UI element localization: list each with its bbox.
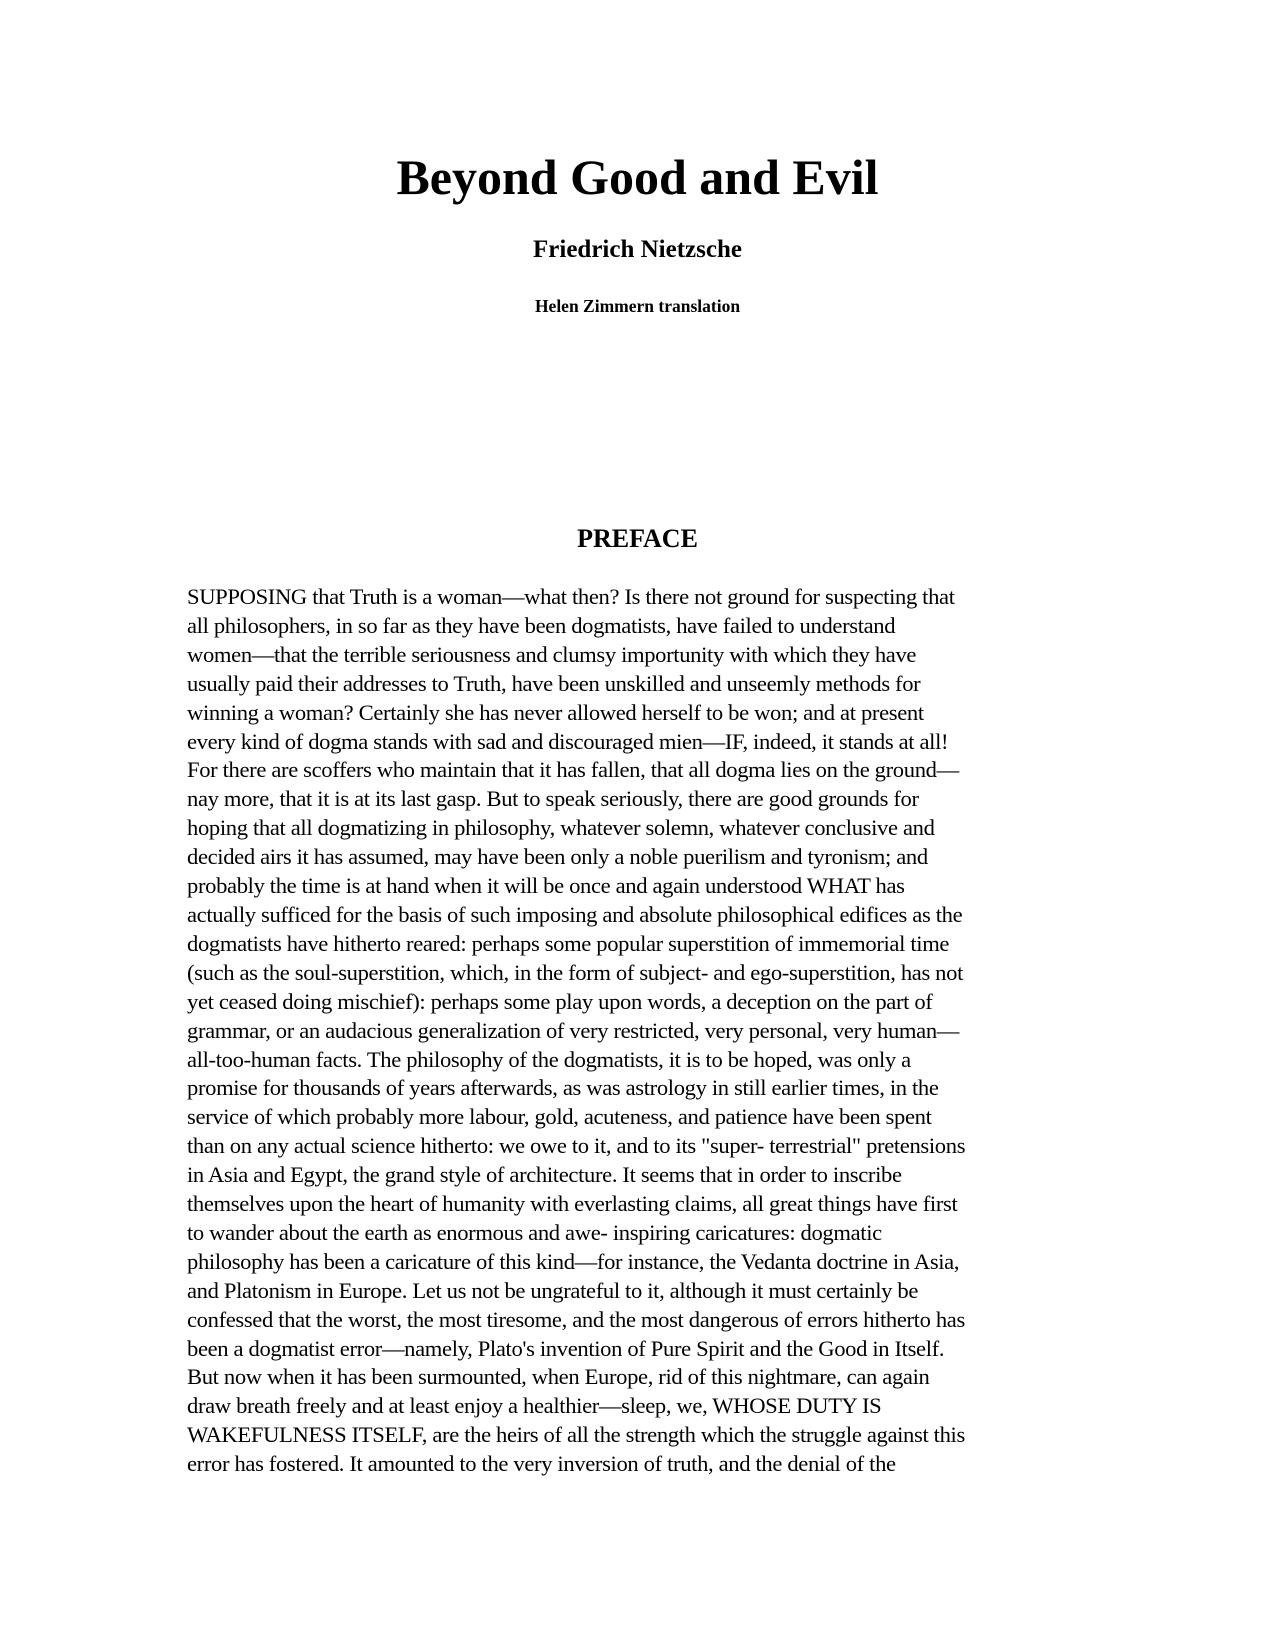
text-line: women—that the terrible seriousness and clumsy importunity with which they have (187, 641, 917, 667)
preface-heading: PREFACE (577, 524, 698, 553)
author-name: Friedrich Nietzsche (533, 236, 742, 263)
text-line: all philosophers, in so far as they have been dogmatists, have failed to understand (187, 612, 896, 638)
text-line: decided airs it has assumed, may have been only a noble puerilism and tyronism; and (187, 844, 928, 870)
text-line: themselves upon the heart of humanity with everlasting claims, all great things have first (187, 1191, 958, 1217)
text-line: grammar, or an audacious generalization of very restricted, very personal, very human— (187, 1017, 960, 1043)
text-line: usually paid their addresses to Truth, have been unskilled and unseemly methods for (187, 670, 921, 696)
text-line: been a dogmatist error—namely, Plato's invention of Pure Spirit and the Good in Itself. (187, 1335, 945, 1361)
text-line: draw breath freely and at least enjoy a healthier—sleep, we, WHOSE DUTY IS (187, 1393, 882, 1419)
text-line: yet ceased doing mischief): perhaps some play upon words, a deception on the part of (187, 988, 933, 1014)
text-line: dogmatists have hitherto reared: perhaps some popular superstition of immemorial time (187, 930, 950, 956)
text-line: than on any actual science hitherto: we owe to it, and to its "super- terrestrial" pretensions (187, 1133, 966, 1159)
text-line: WAKEFULNESS ITSELF, are the heirs of all the strength which the struggle against this (187, 1422, 965, 1448)
text-line: service of which probably more labour, gold, acuteness, and patience have been spent (187, 1104, 932, 1130)
text-line: promise for thousands of years afterwards, as was astrology in still earlier times, in the (187, 1075, 939, 1101)
text-line: SUPPOSING that Truth is a woman—what then? Is there not ground for suspecting that (187, 584, 955, 609)
preface-body (187, 583, 1067, 1479)
text-line: to wander about the earth as enormous and awe- inspiring caricatures: dogmatic (187, 1219, 882, 1245)
text-line: confessed that the worst, the most tiresome, and the most dangerous of errors hitherto has (187, 1306, 965, 1332)
book-title: Beyond Good and Evil (396, 149, 879, 205)
text-line: For there are scoffers who maintain that it has fallen, that all dogma lies on the ground— (187, 757, 959, 783)
text-line: every kind of dogma stands with sad and discouraged mien—IF, indeed, it stands at all! (187, 728, 949, 754)
text-line: and Platonism in Europe. Let us not be ungrateful to it, although it must certainly be (187, 1277, 919, 1303)
text-line: all-too-human facts. The philosophy of the dogmatists, it is to be hoped, was only a (187, 1046, 911, 1072)
text-line: actually sufficed for the basis of such imposing and absolute philosophical edifices as the (187, 901, 963, 927)
text-line: hoping that all dogmatizing in philosophy, whatever solemn, whatever conclusive and (187, 815, 935, 841)
text-line: in Asia and Egypt, the grand style of architecture. It seems that in order to inscribe (187, 1162, 902, 1188)
text-line: (such as the soul-superstition, which, in the form of subject- and ego-superstition, has not (187, 959, 964, 985)
translator-credit: Helen Zimmern translation (534, 296, 741, 316)
text-line: winning a woman? Certainly she has never allowed herself to be won; and at present (187, 699, 924, 725)
text-line: error has fostered. It amounted to the very inversion of truth, and the denial of the (187, 1451, 896, 1477)
text-line: But now when it has been surmounted, when Europe, rid of this nightmare, can again (187, 1364, 930, 1390)
text-line: probably the time is at hand when it will be once and again understood WHAT has (187, 873, 905, 899)
text-line: philosophy has been a caricature of this kind—for instance, the Vedanta doctrine in Asia, (187, 1248, 960, 1274)
text-line: nay more, that it is at its last gasp. But to speak seriously, there are good grounds for (187, 786, 919, 812)
